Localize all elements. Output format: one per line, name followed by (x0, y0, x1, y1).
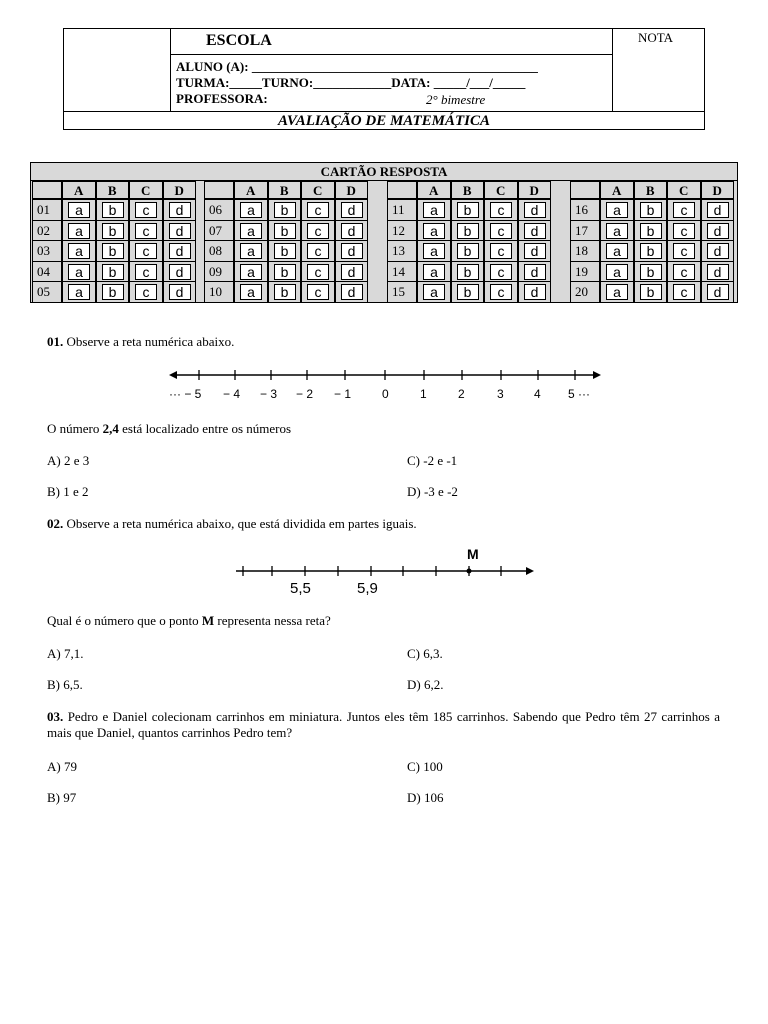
answer-bubble-d[interactable]: d (707, 284, 729, 300)
answer-cell (62, 261, 96, 283)
question-number-cell (32, 220, 62, 242)
answer-bubble-a[interactable]: a (606, 284, 628, 300)
question-number-cell (204, 261, 234, 283)
answer-block-4 (570, 181, 734, 301)
answer-cell (417, 261, 451, 283)
answer-bubble-c[interactable]: c (307, 284, 329, 300)
answer-cell (484, 281, 518, 303)
question-number: 20 (575, 284, 588, 299)
answer-cell (301, 220, 335, 242)
logo-area (64, 29, 171, 111)
answer-bubble-a[interactable]: a (68, 243, 90, 259)
answer-cell (451, 220, 485, 242)
answer-bubble-c[interactable]: c (673, 284, 695, 300)
column-header-c: C (667, 181, 701, 199)
answer-bubble-d[interactable]: d (169, 243, 191, 259)
answer-cell (234, 261, 268, 283)
column-header-c: C (484, 181, 518, 199)
question-number: 17 (575, 222, 588, 238)
q1-option-a[interactable]: A) 2 e 3 (47, 453, 90, 468)
point-m-label: M (467, 546, 479, 562)
number-line-1 (165, 364, 605, 404)
answer-bubble-b[interactable]: b (640, 202, 662, 218)
answer-bubble-b[interactable]: b (457, 202, 479, 218)
answer-card-title: CARTÃO RESPOSTA (31, 163, 737, 181)
answer-bubble-c[interactable]: c (490, 284, 512, 300)
answer-bubble-c[interactable]: c (673, 243, 695, 259)
q2-option-a[interactable]: A) 7,1. (47, 646, 84, 661)
answer-cell (335, 220, 369, 242)
question-number: 02 (37, 222, 50, 238)
answer-bubble-a[interactable]: a (240, 284, 262, 300)
answer-cell (417, 281, 451, 303)
answer-bubble-d[interactable]: d (341, 223, 363, 239)
answer-bubble-d[interactable]: d (169, 284, 191, 300)
question-number-cell (570, 281, 600, 303)
answer-cell (335, 199, 369, 221)
answer-bubble-a[interactable]: a (68, 202, 90, 218)
answer-bubble-a[interactable]: a (423, 202, 445, 218)
label-5-9: 5,9 (357, 580, 378, 596)
answer-bubble-a[interactable]: a (423, 284, 445, 300)
student-name-line: ALUNO (A): ____________________________________________ (176, 59, 538, 74)
answer-bubble-a[interactable]: a (423, 223, 445, 239)
column-header-c: C (129, 181, 163, 199)
number-line-1-label: 0 (382, 387, 389, 401)
label-5-5: 5,5 (290, 580, 311, 596)
number-line-1-label: − 2 (296, 387, 314, 401)
answer-bubble-d[interactable]: d (707, 264, 729, 280)
answer-bubble-a[interactable]: a (606, 243, 628, 259)
question-number: 11 (392, 202, 405, 217)
question-number-cell (32, 281, 62, 303)
answer-cell (96, 261, 130, 283)
answer-bubble-c[interactable]: c (135, 284, 157, 300)
answer-cell (96, 240, 130, 262)
school-label: ESCOLA (206, 32, 272, 49)
prompt-number: 2,4 (102, 421, 119, 436)
answer-cell (634, 261, 668, 283)
answer-bubble-a[interactable]: a (423, 243, 445, 259)
answer-cell (234, 281, 268, 303)
q3-option-c[interactable]: C) 100 (407, 759, 443, 774)
point-m (467, 569, 472, 574)
answer-bubble-b[interactable]: b (640, 223, 662, 239)
answer-cell (301, 240, 335, 262)
answer-cell (62, 240, 96, 262)
answer-cell (518, 220, 552, 242)
answer-bubble-b[interactable]: b (640, 284, 662, 300)
question-3-text: Pedro e Daniel colecionam carrinhos em miniatura. Juntos eles têm 185 carrinhos. Sabendo que Pedro têm 27 carrinhos a mais que Daniel, quantos carrinhos Pedro tem? (47, 709, 720, 740)
answer-cell (634, 281, 668, 303)
answer-bubble-c[interactable]: c (307, 202, 329, 218)
question-number-cell (570, 220, 600, 242)
answer-bubble-d[interactable]: d (524, 223, 546, 239)
answer-cell (634, 240, 668, 262)
q2-option-c[interactable]: C) 6,3. (407, 646, 443, 661)
answer-cell (268, 281, 302, 303)
question-number-cell (204, 240, 234, 262)
answer-cell (701, 199, 735, 221)
question-number: 07 (209, 222, 222, 238)
answer-bubble-b[interactable]: b (274, 223, 296, 239)
answer-bubble-c[interactable]: c (307, 223, 329, 239)
question-number: 06 (209, 202, 222, 217)
question-number-cell (570, 240, 600, 262)
answer-cell (701, 281, 735, 303)
answer-cell (667, 240, 701, 262)
answer-bubble-d[interactable]: d (524, 284, 546, 300)
answer-bubble-c[interactable]: c (135, 243, 157, 259)
class-shift-date-line: TURMA:_____TURNO:____________DATA: _____/___/_____ (176, 75, 526, 90)
answer-bubble-b[interactable]: b (102, 264, 124, 280)
q2-option-d[interactable]: D) 6,2. (407, 677, 444, 692)
student-info (170, 29, 613, 111)
answer-bubble-c[interactable]: c (673, 264, 695, 280)
column-header-a: A (234, 181, 268, 199)
column-header-c: C (301, 181, 335, 199)
answer-bubble-b[interactable]: b (457, 264, 479, 280)
column-header-a: A (62, 181, 96, 199)
question-number-cell (32, 199, 62, 221)
question-1-prompt (47, 421, 291, 437)
answer-bubble-a[interactable]: a (240, 202, 262, 218)
answer-cell (129, 199, 163, 221)
column-header-b: B (96, 181, 130, 199)
question-number-cell (570, 199, 600, 221)
question-number-cell (387, 240, 417, 262)
number-line-1-label: 3 (497, 387, 504, 401)
answer-cell (163, 281, 197, 303)
answer-cell (518, 199, 552, 221)
header-blank-cell (387, 181, 417, 199)
answer-bubble-a[interactable]: a (423, 264, 445, 280)
answer-cell (634, 220, 668, 242)
number-line-1-label: − 4 (223, 387, 241, 401)
answer-bubble-c[interactable]: c (673, 202, 695, 218)
answer-bubble-c[interactable]: c (307, 243, 329, 259)
answer-cell (701, 261, 735, 283)
answer-bubble-a[interactable]: a (68, 264, 90, 280)
question-1 (47, 334, 234, 350)
question-number: 16 (575, 202, 588, 217)
answer-cell (701, 220, 735, 242)
number-line-2 (230, 544, 540, 596)
question-number-cell (204, 199, 234, 221)
answer-cell (129, 281, 163, 303)
header-blank-cell (204, 181, 234, 199)
question-2-number: 02. (47, 516, 64, 531)
number-line-1-label: 1 (420, 387, 427, 401)
answer-cell (600, 281, 634, 303)
question-number: 13 (392, 243, 405, 258)
question-number: 03 (37, 243, 50, 258)
number-line-1-label: 2 (458, 387, 465, 401)
answer-bubble-a[interactable]: a (240, 264, 262, 280)
header-blank-cell (32, 181, 62, 199)
q3-option-d[interactable]: D) 106 (407, 790, 444, 805)
answer-bubble-b[interactable]: b (274, 202, 296, 218)
answer-bubble-c[interactable]: c (673, 223, 695, 239)
answer-cell (163, 261, 197, 283)
answer-cell (484, 261, 518, 283)
answer-cell (268, 220, 302, 242)
answer-bubble-b[interactable]: b (102, 284, 124, 300)
number-line-1-label: − 3 (260, 387, 278, 401)
answer-bubble-d[interactable]: d (169, 202, 191, 218)
question-number: 15 (392, 284, 405, 299)
answer-bubble-a[interactable]: a (68, 284, 90, 300)
answer-cell (163, 240, 197, 262)
column-header-b: B (268, 181, 302, 199)
answer-bubble-d[interactable]: d (341, 202, 363, 218)
answer-bubble-b[interactable]: b (640, 264, 662, 280)
answer-bubble-d[interactable]: d (707, 202, 729, 218)
answer-cell (600, 220, 634, 242)
answer-bubble-c[interactable]: c (490, 223, 512, 239)
answer-cell (417, 240, 451, 262)
answer-bubble-d[interactable]: d (341, 264, 363, 280)
answer-bubble-c[interactable]: c (135, 202, 157, 218)
answer-cell (600, 261, 634, 283)
answer-bubble-d[interactable]: d (707, 223, 729, 239)
answer-bubble-a[interactable]: a (240, 223, 262, 239)
question-2-prompt (47, 613, 331, 629)
answer-bubble-d[interactable]: d (341, 284, 363, 300)
question-number: 12 (392, 222, 405, 238)
answer-cell (451, 261, 485, 283)
answer-bubble-b[interactable]: b (457, 223, 479, 239)
answer-cell (301, 281, 335, 303)
answer-cell (667, 261, 701, 283)
answer-cell (518, 240, 552, 262)
question-1-number: 01. (47, 334, 64, 349)
answer-cell (129, 220, 163, 242)
answer-cell (417, 220, 451, 242)
prompt-text: O número (47, 421, 103, 436)
answer-cell (484, 220, 518, 242)
answer-cell (268, 240, 302, 262)
answer-bubble-a[interactable]: a (68, 223, 90, 239)
column-header-d: D (518, 181, 552, 199)
answer-cell (268, 199, 302, 221)
answer-bubble-b[interactable]: b (102, 243, 124, 259)
question-number-cell (387, 281, 417, 303)
answer-cell (518, 281, 552, 303)
question-number-cell (204, 220, 234, 242)
question-number-cell (32, 261, 62, 283)
question-number: 05 (37, 284, 50, 299)
question-number: 10 (209, 284, 222, 299)
exam-header (63, 28, 705, 130)
answer-cell (62, 281, 96, 303)
answer-cell (96, 199, 130, 221)
q3-option-b[interactable]: B) 97 (47, 790, 77, 805)
answer-bubble-d[interactable]: d (169, 264, 191, 280)
answer-cell (600, 199, 634, 221)
answer-cell (301, 261, 335, 283)
answer-cell (634, 199, 668, 221)
prompt-text: Qual é o número que o ponto (47, 613, 202, 628)
answer-bubble-d[interactable]: d (524, 202, 546, 218)
answer-cell (451, 281, 485, 303)
question-number: 01 (37, 202, 50, 217)
question-number: 04 (37, 263, 50, 279)
answer-bubble-a[interactable]: a (606, 264, 628, 280)
answer-bubble-d[interactable]: d (169, 223, 191, 239)
answer-bubble-b[interactable]: b (274, 264, 296, 280)
question-number: 19 (575, 263, 588, 279)
answer-bubble-b[interactable]: b (640, 243, 662, 259)
header-blank-cell (570, 181, 600, 199)
question-2-text: Observe a reta numérica abaixo, que está dividida em partes iguais. (66, 516, 417, 531)
answer-cell (62, 220, 96, 242)
answer-cell (667, 281, 701, 303)
answer-bubble-c[interactable]: c (490, 243, 512, 259)
question-number-cell (387, 220, 417, 242)
number-line-1-label: − 1 (334, 387, 352, 401)
answer-cell (417, 199, 451, 221)
question-number: 09 (209, 263, 222, 279)
answer-cell (335, 281, 369, 303)
answer-cell (163, 199, 197, 221)
question-number: 14 (392, 263, 405, 279)
column-header-a: A (417, 181, 451, 199)
teacher-line: PROFESSORA: (176, 91, 268, 106)
column-header-a: A (600, 181, 634, 199)
question-3 (47, 709, 720, 741)
answer-cell (96, 281, 130, 303)
answer-cell (600, 240, 634, 262)
answer-cell (451, 199, 485, 221)
answer-bubble-d[interactable]: d (707, 243, 729, 259)
column-header-b: B (451, 181, 485, 199)
question-3-number: 03. (47, 709, 64, 724)
q2-option-b[interactable]: B) 6,5. (47, 677, 83, 692)
q1-option-d[interactable]: D) -3 e -2 (407, 484, 458, 499)
answer-bubble-a[interactable]: a (606, 223, 628, 239)
question-2 (47, 516, 417, 532)
answer-cell (234, 240, 268, 262)
answer-block-1 (32, 181, 196, 301)
number-line-1-label: 5 ··· (568, 387, 590, 401)
answer-bubble-b[interactable]: b (102, 202, 124, 218)
answer-cell (62, 199, 96, 221)
answer-cell (701, 240, 735, 262)
prompt-text: representa nessa reta? (214, 613, 331, 628)
answer-card (30, 162, 738, 303)
answer-cell (518, 261, 552, 283)
column-header-d: D (163, 181, 197, 199)
answer-cell (451, 240, 485, 262)
answer-cell (129, 240, 163, 262)
number-line-1-label: 4 (534, 387, 541, 401)
q1-option-b[interactable]: B) 1 e 2 (47, 484, 89, 499)
answer-bubble-b[interactable]: b (274, 284, 296, 300)
answer-bubble-c[interactable]: c (490, 264, 512, 280)
question-number-cell (570, 261, 600, 283)
answer-bubble-d[interactable]: d (524, 243, 546, 259)
question-number-cell (387, 199, 417, 221)
question-1-text: Observe a reta numérica abaixo. (66, 334, 235, 349)
answer-bubble-c[interactable]: c (307, 264, 329, 280)
question-number: 18 (575, 243, 588, 258)
answer-bubble-a[interactable]: a (606, 202, 628, 218)
exam-title: AVALIAÇÃO DE MATEMÁTICA (64, 111, 704, 130)
column-header-d: D (701, 181, 735, 199)
answer-bubble-c[interactable]: c (135, 223, 157, 239)
column-header-b: B (634, 181, 668, 199)
prompt-point: M (201, 613, 215, 628)
school-row (170, 29, 612, 55)
q1-option-c[interactable]: C) -2 e -1 (407, 453, 458, 468)
answer-cell (484, 240, 518, 262)
answer-bubble-a[interactable]: a (240, 243, 262, 259)
answer-cell (234, 199, 268, 221)
answer-bubble-c[interactable]: c (490, 202, 512, 218)
answer-bubble-d[interactable]: d (524, 264, 546, 280)
question-number: 08 (209, 243, 222, 258)
answer-cell (129, 261, 163, 283)
answer-bubble-b[interactable]: b (102, 223, 124, 239)
bimester-label: 2° bimestre (426, 92, 486, 107)
answer-cell (268, 261, 302, 283)
answer-cell (667, 199, 701, 221)
question-number-cell (32, 240, 62, 262)
answer-block-2 (204, 181, 368, 301)
answer-cell (163, 220, 197, 242)
answer-bubble-c[interactable]: c (135, 264, 157, 280)
question-number-cell (387, 261, 417, 283)
answer-bubble-b[interactable]: b (274, 243, 296, 259)
answer-bubble-b[interactable]: b (457, 243, 479, 259)
q3-option-a[interactable]: A) 79 (47, 759, 77, 774)
answer-cell (667, 220, 701, 242)
answer-cell (234, 220, 268, 242)
answer-cell (484, 199, 518, 221)
answer-block-3 (387, 181, 551, 301)
column-header-d: D (335, 181, 369, 199)
grade-label: NOTA (638, 30, 674, 45)
number-line-1-label: ··· − 5 (169, 387, 202, 401)
question-number-cell (204, 281, 234, 303)
answer-cell (335, 261, 369, 283)
answer-cell (301, 199, 335, 221)
answer-bubble-b[interactable]: b (457, 284, 479, 300)
answer-cell (335, 240, 369, 262)
prompt-text: está localizado entre os números (118, 421, 292, 436)
answer-cell (96, 220, 130, 242)
answer-bubble-d[interactable]: d (341, 243, 363, 259)
